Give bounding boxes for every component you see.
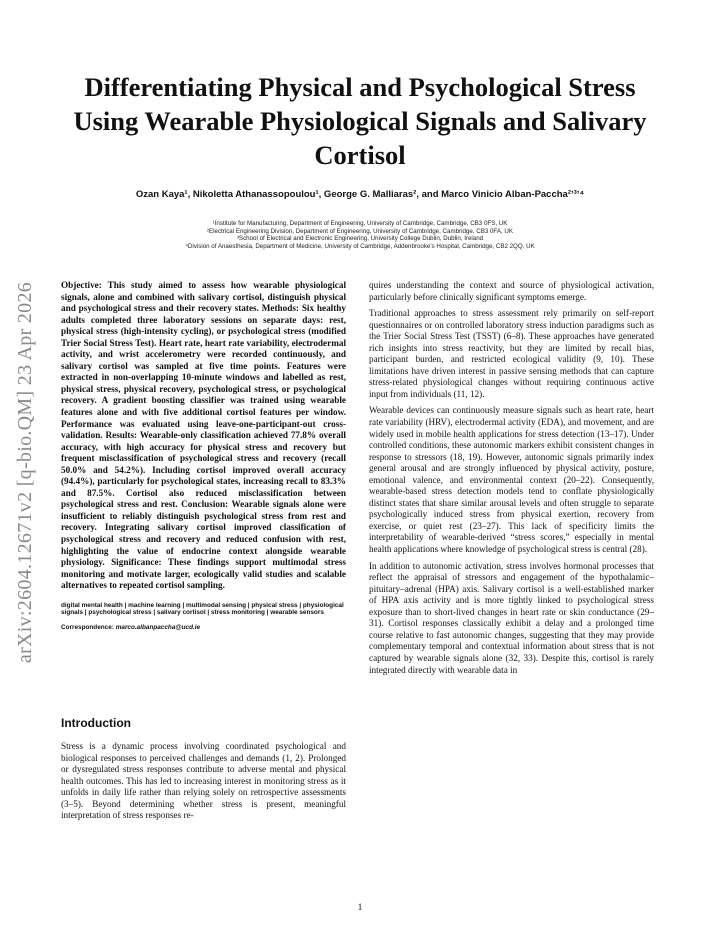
affiliations: [60, 220, 660, 251]
correspondence-label: Correspondence:: [61, 624, 114, 632]
right-column: [369, 280, 654, 681]
author-list: Ozan Kaya¹, Nikoletta Athanassopoulou¹, George G. Malliaras², and Marco Vinicio Alban-Paccha²ʼ³ʼ⁴: [135, 189, 585, 200]
intro-paragraph: Stress is a dynamic process involving coordinated psychological and biological responses to perceived challenges and demands (1, 2). Prolonged or dysregulated stress responses contribute to adverse mental and physical health outcomes. This has led to increasing interest in monitoring stress as it unfolds in daily life rather than relying solely on retrospective assessments (3–5). Beyond determining whether stress is present, meaningful interpretation of stress responses re-: [61, 741, 346, 821]
body-paragraph-3: Wearable devices can continuously measure signals such as heart rate, heart rate variability (HRV), electrodermal activity (EDA), and movement, and are widely used in mobile health applications for stress detection (13–17). Under controlled conditions, these autonomic markers exhibit consistent changes in response to stressors (18, 19). However, autonomic signals primarily index general arousal and are strongly influenced by physical activity, posture, emotional valence, and environmental context (20–22). Consequently, wearable-based stress detection models tend to conflate physiologically distinct states that share similar arousal levels and often struggle to separate psychologically induced stress from physical exertion, recovery from exercise, or quiet rest (23–27). This lack of specificity limits the interpretability of wearable-derived “stress scores,” especially in mental health applications where knowledge of psychological stress is central (28).: [369, 405, 654, 555]
paper-title: Differentiating Physical and Psychological Stress Using Wearable Physiological Signals and Salivary Cortisol: [73, 72, 647, 170]
body-paragraph-2: Traditional approaches to stress assessment rely primarily on self-report questionnaires or on controlled laboratory stress induction paradigms such as the Trier Social Stress Test (TSST) (6–8). These approaches have generated rich insights into stress reactivity, but they are limited by recall bias, participant burden, and restricted ecological validity (9, 10). These limitations have driven interest in passive sensing methods that can capture stress-related physiological changes without requiring continuous active input from individuals (11, 12).: [369, 308, 654, 399]
affiliation-3: ³School of Electrical and Electronic Engineering, University College Dublin, Dublin, Ireland: [236, 235, 484, 243]
body-paragraph-4: In addition to autonomic activation, stress involves hormonal processes that reflect the appraisal of stressors and engagement of the hypothalamic–pituitary–adrenal (HPA) axis. Salivary cortisol is a well-established marker of HPA axis activity and is more tightly linked to psychological stress exposure than to short-lived changes in heart rate or skin conductance (29–31). Cortisol responses classically exhibit a delay and a prolonged time course relative to fast autonomic changes, suggesting that they may provide complementary temporal and contextual information about stress that is not captured by wearable signals alone (32, 33). Despite this, cortisol is rarely integrated directly with wearable data in: [369, 560, 654, 675]
arxiv-identifier: arXiv:2604.12671v2 [q-bio.QM] 23 Apr 2026: [14, 281, 37, 664]
correspondence-email[interactable]: marco.albanpaccha@ucd.ie: [115, 624, 201, 632]
introduction-left: [61, 741, 346, 827]
affiliation-1: ¹Institute for Manufacturing, Department of Engineering, University of Cambridge, Cambridge, CB3 0FS, UK: [212, 220, 508, 227]
keywords: digital mental health | machine learning | multimodal sensing | physical stress | physiological signals | psychological stress | salivary cortisol | stress monitoring | wearable sensors: [61, 601, 344, 617]
body-paragraph-1: quires understanding the context and source of physiological activation, particularly before clinically significant symptoms emerge.: [369, 280, 654, 302]
section-heading-introduction: Introduction: [61, 716, 131, 730]
left-column: [61, 280, 346, 634]
affiliation-2: ²Electrical Engineering Division, Department of Engineering, University of Cambridge, Cambridge, CB3 0FA, UK: [206, 227, 514, 235]
affiliation-4: ⁴Division of Anaesthesia, Department of Medicine, University of Cambridge, Addenbrooke's Hospital, Cambridge, CB2 2QQ, UK: [185, 243, 535, 251]
page-number: 1: [357, 903, 363, 913]
correspondence: [61, 622, 346, 634]
abstract: Objective: This study aimed to assess how wearable physiological signals, alone and combined with salivary cortisol, distinguish physical and psychological stress and their recovery states. Methods: Six healthy adults completed three laboratory sessions on separate days: rest, physical stress (high-intensity cycling), or psychological stress (modified Trier Social Stress Test). Heart rate, heart rate variability, electrodermal activity, and wrist accelerometry were recorded continuously, and salivary cortisol was sampled at five time points. Features were extracted in non-overlapping 10-minute windows and labelled as rest, physical stress, physical recovery, psychological stress, or psychological recovery. A gradient boosting classifier was trained using wearable features alone and with five additional cortisol features per window. Performance was evaluated using leave-one-participant-out cross-validation. Results: Wearable-only classification achieved 77.8% overall accuracy, with high accuracy for physical stress and recovery but frequent misclassification of psychological stress and recovery (recall 50.0% and 54.2%). Including cortisol improved overall accuracy (94.4%), particularly for psychological states, increasing recall to 83.3% and 87.5%. Cortisol also reduced misclassification between psychological stress and rest. Conclusion: Wearable signals alone were insufficient to reliably distinguish psychological stress from rest and recovery. Integrating salivary cortisol improved classification of psychological stress and recovery and reduced confusion with rest, highlighting the value of endocrine context alongside wearable physiology. Significance: These findings support multimodal stress monitoring and motivate larger, ecologically valid studies and scalable alternatives to repeated cortisol sampling.: [61, 280, 346, 591]
